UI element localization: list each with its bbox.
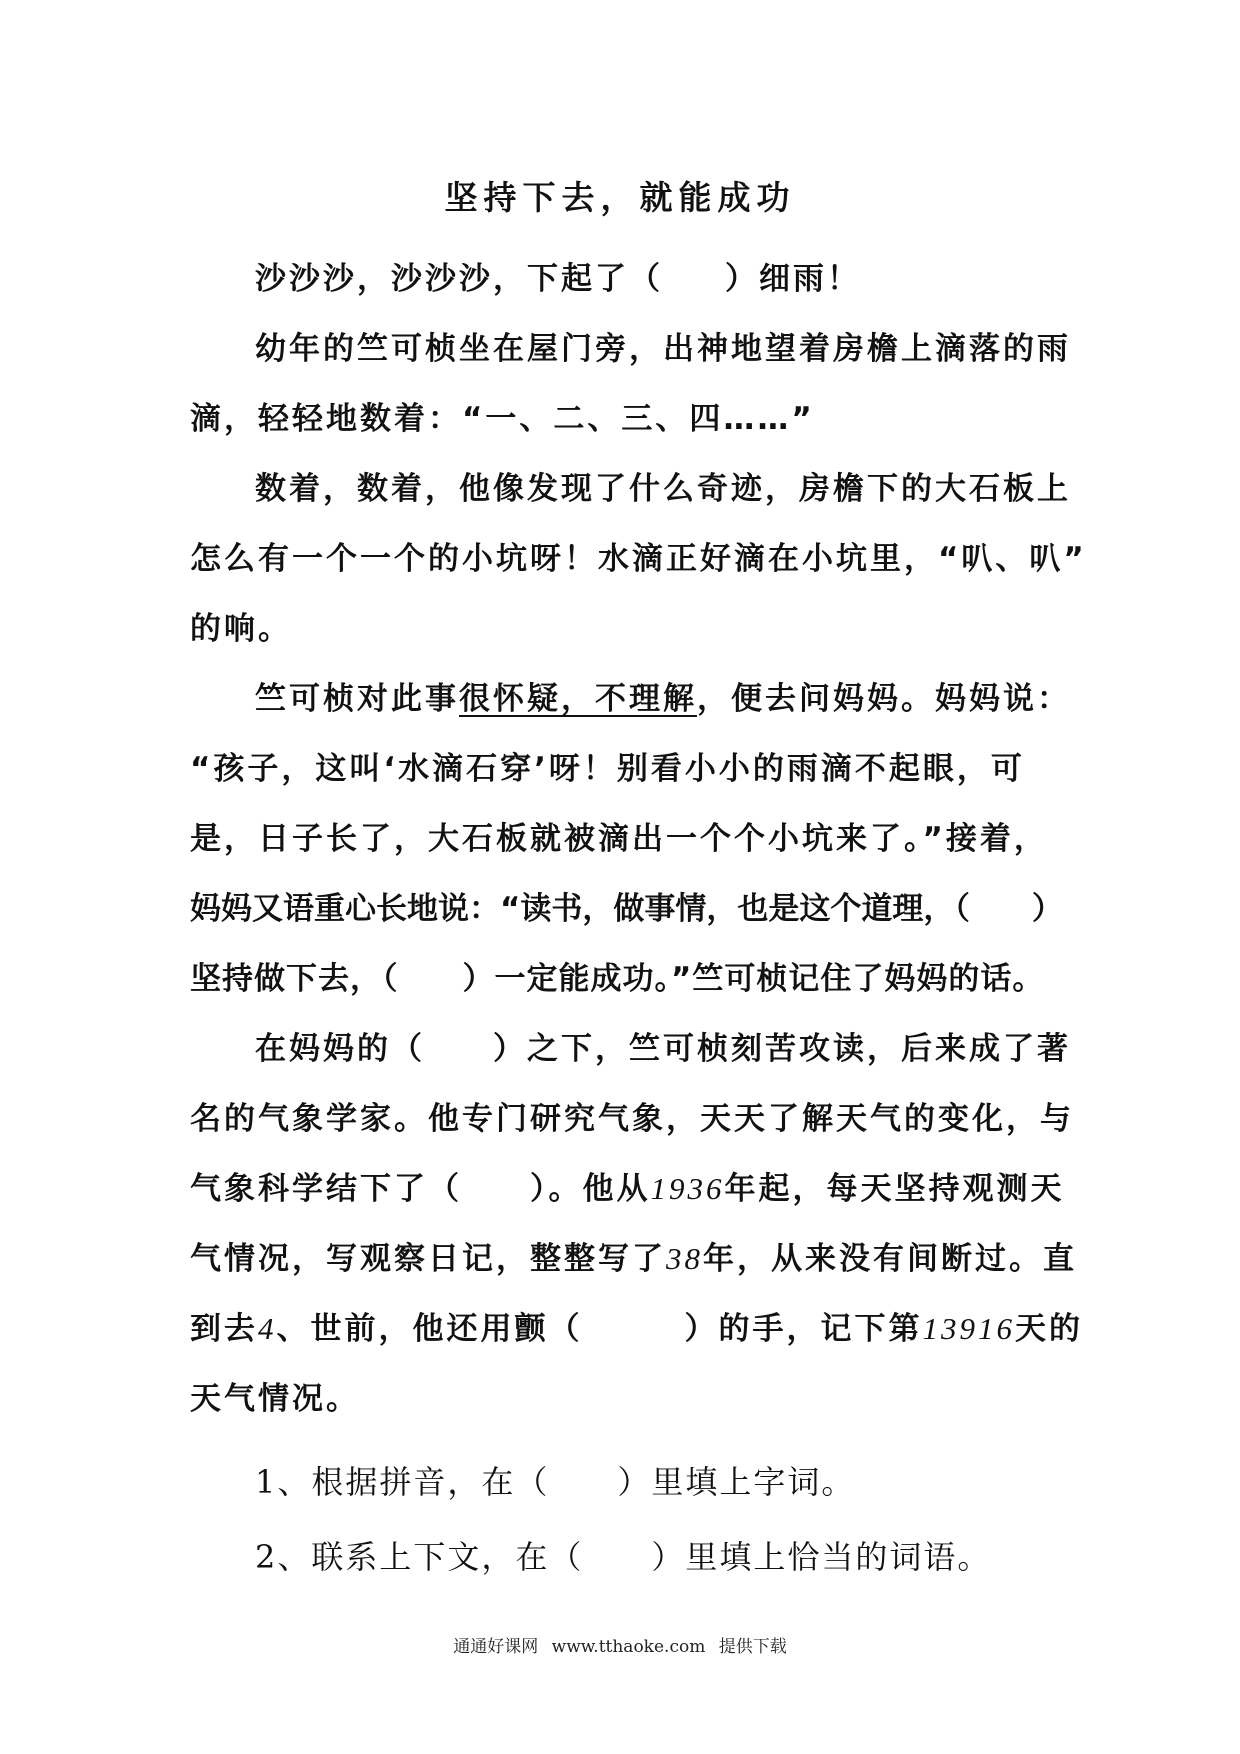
question-2 bbox=[255, 1532, 991, 1578]
p4-line-4-after: ） bbox=[1031, 891, 1063, 927]
p5-line-5-blank bbox=[583, 1311, 685, 1347]
footer-url-link[interactable]: www.tthaoke.com bbox=[551, 1637, 706, 1657]
p5-line-3 bbox=[190, 1163, 1065, 1208]
question-2-before: 2、联系上下文，在（ bbox=[255, 1538, 584, 1576]
p5-line-5 bbox=[190, 1303, 1083, 1348]
footer-site-name: 通通好课网 bbox=[453, 1637, 539, 1657]
question-1-after: ）里填上字词。 bbox=[617, 1463, 856, 1501]
p5-line-3-blank bbox=[462, 1171, 530, 1207]
p3-line-1: 数着，数着，他像发现了什么奇迹，房檐下的大石板上 bbox=[255, 471, 1071, 507]
four-number: 4 bbox=[258, 1311, 277, 1346]
p4-line-3: 是，日子长了，大石板就被滴出一个个小坑来了。”接着， bbox=[190, 821, 1048, 857]
p1-text-after: ）细雨！ bbox=[725, 261, 861, 297]
p4-line-5-before: 坚持做下去，（ bbox=[190, 961, 399, 997]
p5-line-4-after: 年，从来没有间断过。直 bbox=[703, 1241, 1077, 1277]
days-number: 13916 bbox=[922, 1311, 1015, 1346]
p5-line-3-after: 年起，每天坚持观测天 bbox=[724, 1171, 1065, 1207]
p5-line-3-before: 气象科学结下了（ bbox=[190, 1171, 462, 1207]
p4-line-1-after: ，便去问妈妈。妈妈说： bbox=[697, 681, 1071, 717]
p4-line-2: “孩子，这叫‘水滴石穿’呀！别看小小的雨滴不起眼，可 bbox=[190, 751, 1025, 787]
p5-line-4-before: 气情况，写观察日记，整整写了 bbox=[190, 1241, 666, 1277]
question-1-blank bbox=[549, 1463, 617, 1501]
footer-note: 提供下载 bbox=[718, 1637, 787, 1657]
question-2-blank bbox=[583, 1538, 651, 1576]
paragraph-1 bbox=[255, 253, 861, 298]
p5-line-5-after: 天的 bbox=[1015, 1311, 1083, 1347]
page-title: 坚持下去，就能成功 bbox=[444, 178, 796, 217]
question-2-after: ）里填上恰当的词语。 bbox=[651, 1538, 992, 1576]
p4-line-4-before: 妈妈又语重心长地说：“读书，做事情，也是这个道理，（ bbox=[190, 891, 970, 927]
p5-line-1-before: 在妈妈的（ bbox=[255, 1031, 425, 1067]
years-number: 38 bbox=[666, 1241, 703, 1276]
p2-line-2: 滴，轻轻地数着：“一、二、三、四……” bbox=[190, 401, 815, 437]
p3-line-3: 的响。 bbox=[190, 611, 292, 647]
year-number: 1936 bbox=[650, 1171, 725, 1206]
p4-line-5 bbox=[190, 953, 1044, 998]
p5-line-1 bbox=[255, 1023, 1071, 1068]
p4-line-1 bbox=[255, 673, 1071, 718]
p2-line-1: 幼年的竺可桢坐在屋门旁，出神地望着房檐上滴落的雨 bbox=[255, 331, 1071, 367]
p4-line-1-before: 竺可桢对此事 bbox=[255, 681, 459, 717]
p3-line-2: 怎么有一个一个的小坑呀！水滴正好滴在小坑里，“叭、叭” bbox=[190, 541, 1087, 577]
question-1 bbox=[255, 1457, 855, 1503]
p5-line-1-after: ）之下，竺可桢刻苦攻读，后来成了著 bbox=[493, 1031, 1071, 1067]
p5-line-5-mid2: ）的手，记下第 bbox=[684, 1311, 923, 1347]
p4-line-4-blank bbox=[970, 891, 1032, 927]
p5-line-4 bbox=[190, 1233, 1077, 1278]
p4-line-5-blank bbox=[399, 961, 463, 997]
p4-line-5-after: ）一定能成功。”竺可桢记住了妈妈的话。 bbox=[462, 961, 1045, 997]
p5-line-1-blank bbox=[425, 1031, 493, 1067]
question-1-before: 1、根据拼音，在（ bbox=[255, 1463, 550, 1501]
p1-text-before: 沙沙沙，沙沙沙，下起了（ bbox=[255, 261, 663, 297]
p5-line-5-mid: 、世前，他还用颤（ bbox=[276, 1311, 583, 1347]
underlined-phrase: 很怀疑，不理解 bbox=[459, 681, 697, 717]
p5-line-6: 天气情况。 bbox=[190, 1381, 360, 1417]
p5-line-5-before: 到去 bbox=[190, 1311, 258, 1347]
p5-line-2: 名的气象学家。他专门研究气象，天天了解天气的变化，与 bbox=[190, 1101, 1074, 1137]
p4-line-4 bbox=[190, 883, 1063, 928]
p5-line-3-mid: ）。他从 bbox=[530, 1171, 651, 1207]
page-footer bbox=[0, 1632, 1240, 1657]
p1-fill-blank bbox=[663, 261, 725, 297]
